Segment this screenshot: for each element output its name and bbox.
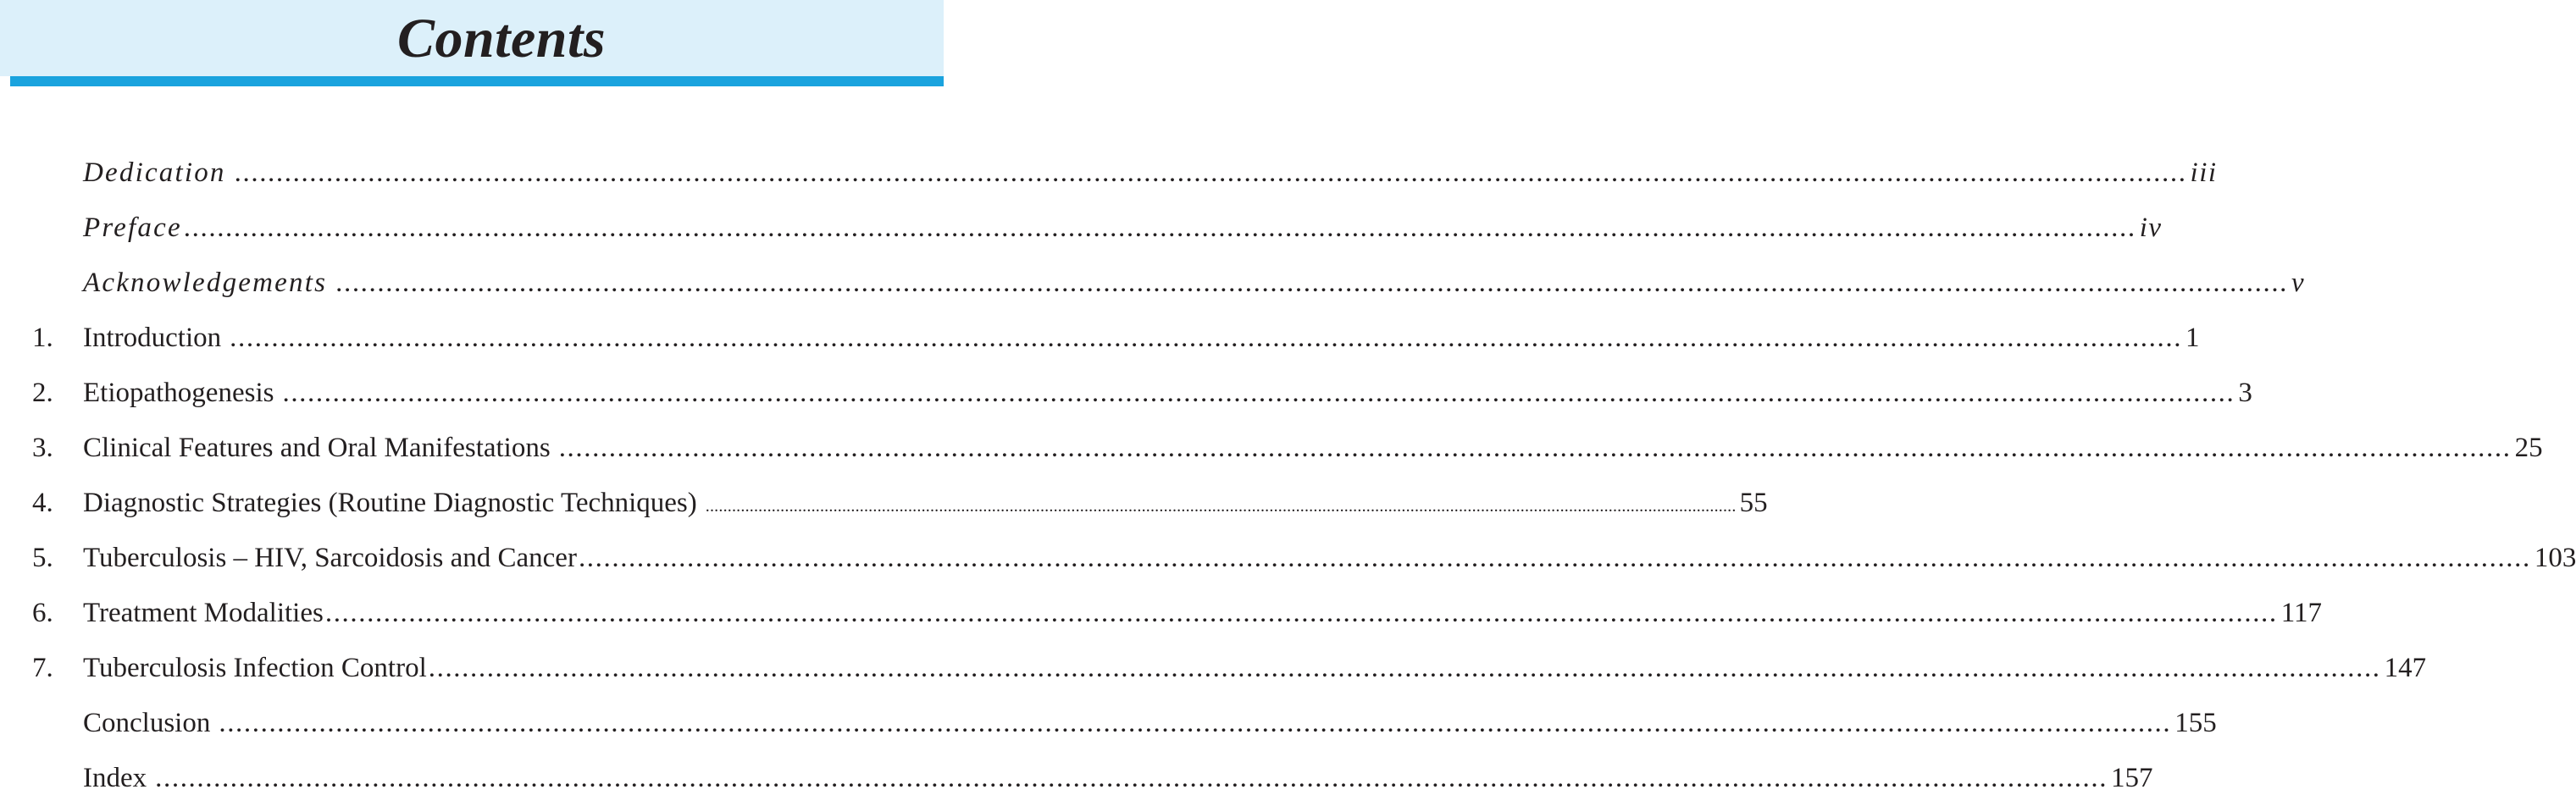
toc-entry-title: Dedication — [83, 157, 226, 188]
toc-leader-dots: .......................................................................................................................................................................................................................................... — [234, 157, 2187, 188]
toc-entry-title: Preface — [83, 213, 182, 243]
toc-leader-dots: .......................................................................................................................................................................................................................................... — [219, 708, 2172, 738]
toc-leader-dots: .......................................................................................................................................................................................................................................... — [324, 598, 2278, 628]
toc-entry-title: Treatment Modalities — [83, 598, 324, 628]
toc-entry-page: 3 — [2238, 378, 2252, 408]
toc-entry-page: 157 — [2111, 763, 2153, 793]
toc-entry-chapter-2[interactable] — [0, 366, 2252, 421]
toc-entry-number: 6. — [32, 598, 53, 628]
toc-entry-page: 103 — [2534, 543, 2576, 573]
toc-entry-title: Etiopathogenesis — [83, 378, 274, 408]
toc-leader-dots: .......................................................................................................................................................................................................................................... — [428, 653, 2381, 683]
toc-entry-page: 147 — [2384, 653, 2427, 683]
toc-entry-number: 5. — [32, 543, 53, 573]
toc-entry-title: Tuberculosis Infection Control — [83, 653, 427, 683]
toc-entry-dedication[interactable] — [0, 146, 2218, 201]
toc-entry-page: 25 — [2514, 433, 2543, 463]
toc-entry-page: 55 — [1739, 488, 1768, 518]
toc-leader-dots: .......................................................................................................................................................................................................................................... — [705, 497, 1737, 516]
toc-entry-chapter-6[interactable] — [0, 586, 2323, 641]
toc-entry-title: Introduction — [83, 323, 222, 353]
toc-entry-index[interactable] — [0, 751, 2153, 806]
toc-leader-dots: .......................................................................................................................................................................................................................................... — [183, 213, 2136, 243]
toc-entry-page: 1 — [2185, 323, 2200, 353]
toc-entry-chapter-7[interactable] — [0, 641, 2427, 696]
toc-entry-chapter-4[interactable] — [0, 476, 1768, 531]
toc-leader-dots: .......................................................................................................................................................................................................................................... — [230, 323, 2183, 353]
toc-entry-conclusion[interactable] — [0, 696, 2217, 751]
page-title: Contents — [396, 8, 607, 69]
toc-entry-title: Acknowledgements — [83, 268, 328, 298]
toc-entry-number: 2. — [32, 378, 53, 408]
toc-entry-title: Index — [83, 763, 147, 793]
toc-entry-number: 7. — [32, 653, 53, 683]
toc-entry-chapter-3[interactable] — [0, 421, 2543, 476]
toc-entry-title: Tuberculosis – HIV, Sarcoidosis and Cancer — [83, 543, 577, 573]
toc-leader-dots: .......................................................................................................................................................................................................................................... — [155, 763, 2108, 793]
toc-leader-dots: .......................................................................................................................................................................................................................................... — [335, 268, 2289, 298]
toc-entry-chapter-5[interactable] — [0, 531, 2576, 586]
toc-leader-dots: .......................................................................................................................................................................................................................................... — [578, 543, 2531, 573]
toc-entry-number: 1. — [32, 323, 53, 353]
header-rule — [10, 76, 944, 86]
toc-entry-page: v — [2291, 268, 2306, 298]
toc-entry-page: iii — [2190, 157, 2218, 188]
toc-entry-chapter-1[interactable] — [0, 311, 2200, 366]
toc-entry-page: iv — [2139, 213, 2163, 243]
toc-entry-number: 3. — [32, 433, 53, 463]
toc-entry-page: 155 — [2174, 708, 2217, 738]
toc-entry-page: 117 — [2280, 598, 2323, 628]
toc-entry-preface[interactable] — [0, 201, 2163, 256]
toc-leader-dots: .......................................................................................................................................................................................................................................... — [558, 433, 2512, 463]
toc-entry-title: Clinical Features and Oral Manifestations — [83, 433, 551, 463]
toc-entry-title: Conclusion — [83, 708, 211, 738]
toc-entry-number: 4. — [32, 488, 53, 518]
toc-entry-title: Diagnostic Strategies (Routine Diagnostic Techniques) — [83, 488, 697, 518]
toc-entry-acknowledgements[interactable] — [0, 256, 2306, 311]
toc-leader-dots: .......................................................................................................................................................................................................................................... — [282, 378, 2235, 408]
